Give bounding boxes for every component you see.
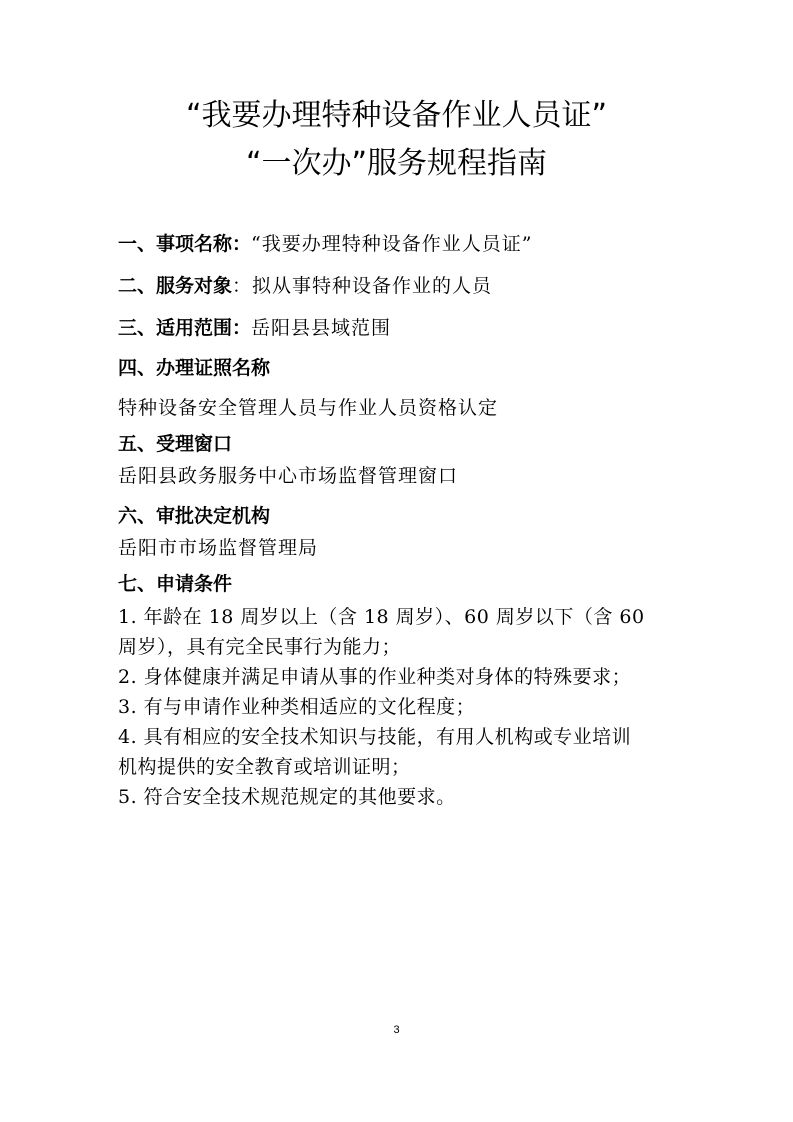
condition-line: 1. 年龄在 18 周岁以上（含 18 周岁）、60 周岁以下（含 60	[118, 606, 645, 628]
conditions-list	[118, 602, 688, 812]
scope-label: 三、适用范围：	[118, 317, 252, 339]
authority-heading: 六、审批决定机构	[118, 505, 271, 527]
page-number: 3	[393, 1024, 400, 1036]
scope-value: 岳阳县县域范围	[251, 317, 392, 339]
condition-line: 3. 有与申请作业种类相适应的文化程度；	[118, 696, 476, 718]
document-title-line-2: “一次办”服务规程指南	[245, 146, 548, 181]
document-title-line-1: “我要办理特种设备作业人员证”	[185, 98, 608, 133]
section-item-name	[118, 230, 688, 258]
license-heading: 四、办理证照名称	[118, 357, 271, 379]
item-name-value: “我要办理特种设备作业人员证”	[251, 233, 533, 255]
service-target-label: 二、服务对象	[118, 275, 233, 297]
condition-line: 2. 身体健康并满足申请从事的作业种类对身体的特殊要求；	[118, 666, 632, 688]
window-heading: 五、受理窗口	[118, 433, 233, 455]
section-scope	[118, 314, 688, 342]
condition-line: 机构提供的安全教育或培训证明；	[118, 756, 411, 778]
section-service-target	[118, 272, 688, 300]
condition-line: 5. 符合安全技术规范规定的其他要求。	[118, 786, 456, 808]
condition-line: 4. 具有相应的安全技术知识与技能，有用人机构或专业培训	[118, 726, 632, 748]
condition-line: 周岁），具有完全民事行为能力；	[118, 636, 402, 658]
document-body	[118, 226, 688, 812]
license-value: 特种设备安全管理人员与作业人员资格认定	[118, 397, 499, 419]
authority-value: 岳阳市市场监督管理局	[118, 537, 319, 559]
window-value: 岳阳县政务服务中心市场监督管理窗口	[118, 465, 459, 487]
conditions-heading: 七、申请条件	[118, 573, 233, 595]
service-target-value: ：拟从事特种设备作业的人员	[232, 275, 493, 297]
item-name-label: 一、事项名称：	[118, 233, 252, 255]
